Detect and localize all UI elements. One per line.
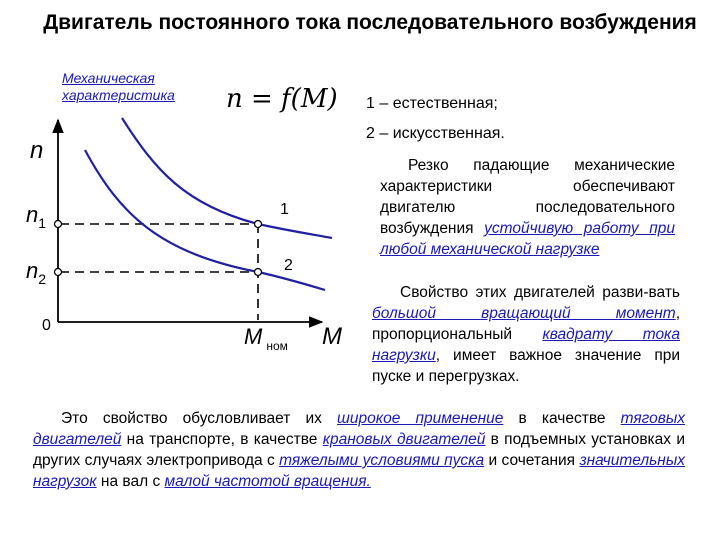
curve-1-natural bbox=[122, 118, 332, 238]
point-curve1 bbox=[255, 221, 262, 228]
subscript: 2 bbox=[38, 271, 47, 287]
text-run: на вал с bbox=[96, 473, 165, 490]
legend-artificial: 2 – искусственная. bbox=[366, 125, 505, 142]
mnom-label: M $_{ном}$ bbox=[244, 324, 288, 353]
y-axis-label: n bbox=[30, 137, 44, 164]
text-run: Резко падающие механические характеристики обеспечивают двигателю последовательного возбуждения bbox=[380, 157, 675, 237]
emphasized-phrase: значительных нагрузок bbox=[33, 452, 685, 490]
origin-label: 0 bbox=[42, 317, 51, 334]
mnom-subscript: ном bbox=[266, 339, 288, 353]
text-run: на транспорте, в качестве bbox=[121, 431, 323, 448]
text-run: , имеет важное значение при пуске и перегрузках. bbox=[372, 347, 680, 385]
n1-label: $n_1$ bbox=[26, 202, 47, 231]
point-n2 bbox=[55, 269, 62, 276]
mech-label-line-2: характеристика bbox=[62, 87, 175, 103]
paragraph-steep-characteristics bbox=[380, 155, 675, 260]
mechanical-characteristic-diagram bbox=[0, 0, 360, 400]
emphasized-phrase: тяговых двигателей bbox=[33, 410, 686, 448]
emphasized-phrase: квадрату тока нагрузки bbox=[372, 326, 680, 364]
text-run: Свойство этих двигателей разви-вать bbox=[400, 284, 680, 301]
legend-natural: 1 – естественная; bbox=[366, 95, 498, 112]
formula: n = f(M) bbox=[226, 84, 338, 114]
text-run: и сочетания bbox=[484, 452, 580, 469]
mech-label-line-1: Механическая bbox=[62, 70, 155, 86]
paragraph-torque-property bbox=[372, 282, 680, 387]
paragraph-applications bbox=[33, 408, 685, 492]
x-axis-label: M bbox=[322, 323, 342, 350]
emphasized-phrase: широкое применение bbox=[337, 410, 504, 427]
curve-1-label: 1 bbox=[280, 201, 289, 218]
page-title: Двигатель постоянного тока последовательного возбуждения bbox=[43, 11, 697, 34]
text-run: Это свойство обусловливает их bbox=[61, 410, 338, 427]
text-run: в качестве bbox=[503, 410, 621, 427]
curve-2-label: 2 bbox=[284, 257, 293, 274]
emphasized-phrase: большой вращающий момент bbox=[372, 305, 676, 322]
emphasized-phrase: устойчивую работу при любой механической нагрузке bbox=[380, 220, 675, 258]
text-run: в подъемных установках и других случаях электропривода с bbox=[33, 431, 685, 469]
emphasized-phrase: крановых двигателей bbox=[322, 431, 486, 448]
text-run: , пропорциональный bbox=[372, 305, 680, 343]
subscript: 1 bbox=[38, 215, 47, 231]
point-curve2 bbox=[255, 269, 262, 276]
emphasized-phrase: тяжелыми условиями пуска bbox=[279, 452, 485, 469]
emphasized-phrase: малой частотой вращения. bbox=[164, 473, 371, 490]
point-n1 bbox=[55, 221, 62, 228]
n2-label: $n_2$ bbox=[26, 258, 47, 287]
